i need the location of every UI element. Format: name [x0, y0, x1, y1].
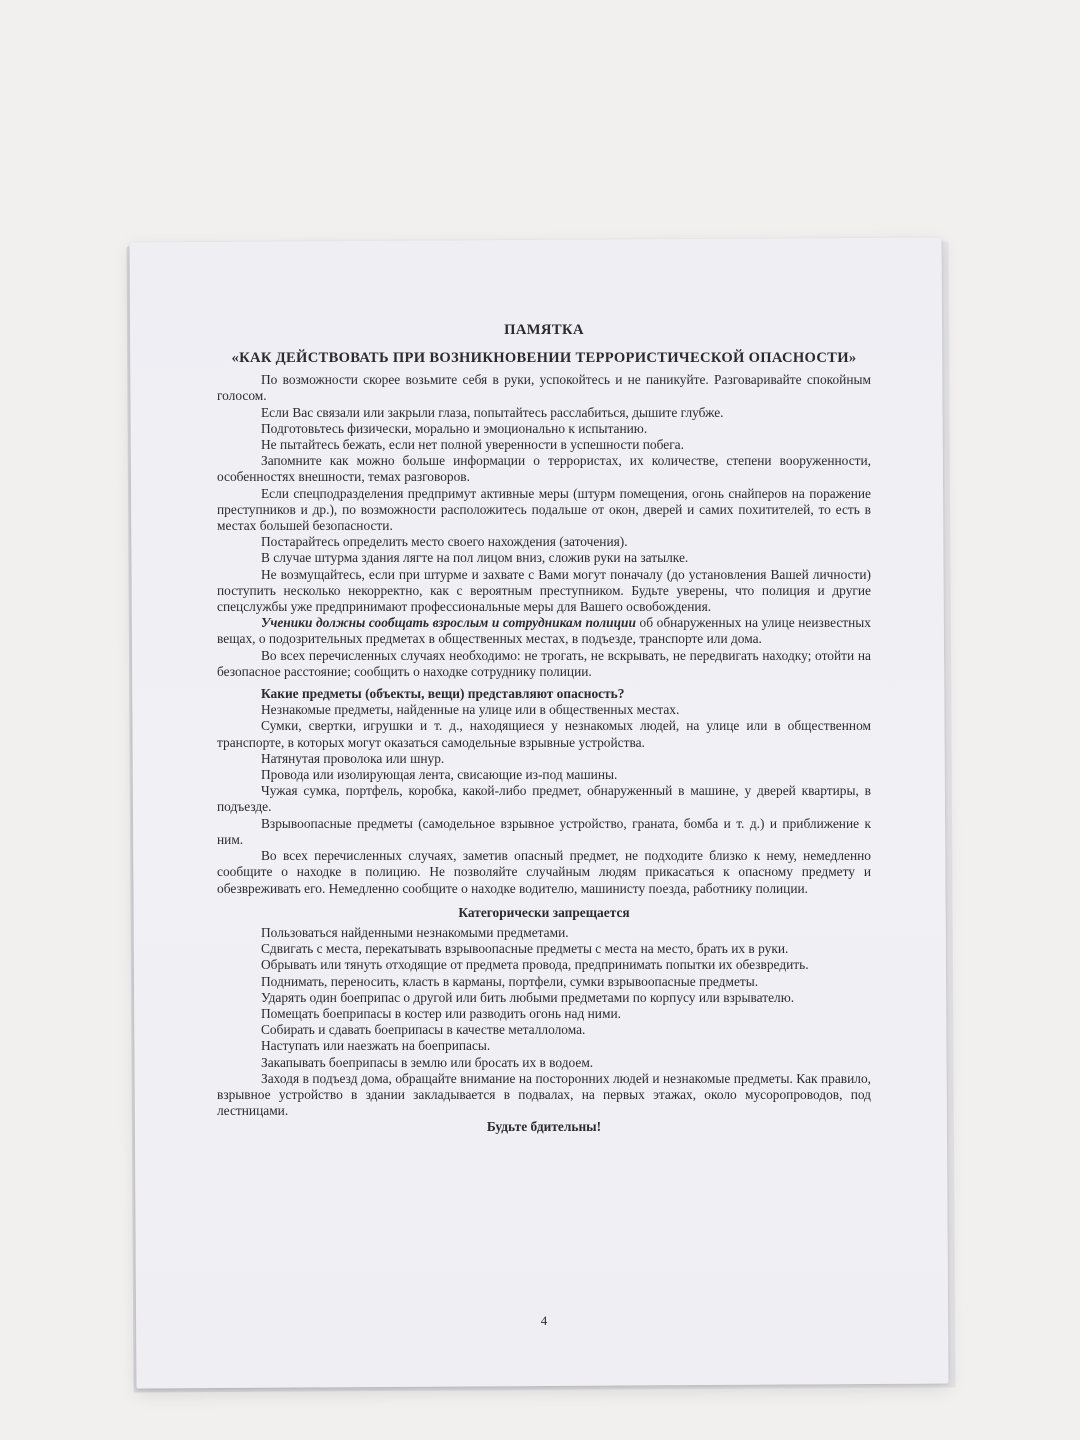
paragraph: По возможности скорее возьмите себя в руки, успокойтесь и не паникуйте. Разговаривайте спокойным голосом. — [217, 372, 871, 404]
paragraph: Постарайтесь определить место своего нахождения (заточения). — [261, 534, 628, 550]
paragraph: Сдвигать с места, перекатывать взрывоопасные предметы с места на место, брать их в руки. — [261, 941, 789, 957]
paragraph: Сумки, свертки, игрушки и т. д., находящиеся у незнакомых людей, на улице или в общественном транспорте, в которых могут оказаться самодельные взрывные устройства. — [217, 718, 871, 750]
paragraph: Не возмущайтесь, если при штурме и захвате с Вами могут поначалу (до установления Вашей личности) поступить несколько некорректно, как с вероятным преступником. Будьте уверены, что полиция и другие спецслужбы уже предпринимают профессиональные меры для Вашего освобождения. — [217, 566, 871, 615]
paragraph: Незнакомые предметы, найденные на улице или в общественных местах. — [261, 702, 680, 718]
paragraph: Ударять один боеприпас о другой или бить любыми предметами по корпусу или взрывателю. — [261, 989, 795, 1005]
section-strictly-forbidden — [217, 925, 871, 1119]
paragraph: Во всех перечисленных случаях, заметив опасный предмет, не подходите близко к нему, немедленно сообщите о находке в полицию. Не позволяйте случайным людям прикасаться к опасному предмету и обезвреживать его. Немедленно сообщите о находке водителю, машинисту поезда, работнику полиции. — [217, 848, 871, 896]
section-dangerous-objects — [217, 702, 871, 896]
paragraph: Заходя в подъезд дома, обращайте внимание на посторонних людей и незнакомые предметы. Как правило, взрывное устройство в здании закладывается в подвалах, на первых этажах, около мусоропроводов, под лестницами. — [217, 1070, 871, 1119]
paragraph: Закапывать боеприпасы в землю или бросать их в водоем. — [261, 1054, 594, 1070]
paragraph: Взрывоопасные предметы (самодельное взрывное устройство, граната, бомба и т. д.) и приближение к ним. — [217, 815, 871, 847]
paragraph: Чужая сумка, портфель, коробка, какой-либо предмет, обнаруженный в машине, у дверей квартиры, в подъезде. — [217, 783, 871, 815]
paragraph: Запомните как можно больше информации о террористах, их количестве, степени вооруженности, особенностях внешности, темах разговоров. — [217, 453, 871, 485]
paragraph: Подготовьтесь физически, морально и эмоционально к испытанию. — [261, 420, 648, 436]
students-emphasis: Ученики должны сообщать взрослым и сотрудникам полиции — [261, 615, 636, 631]
paragraph: Если Вас связали или закрыли глаза, попытайтесь расслабиться, дышите глубже. — [261, 404, 724, 420]
paragraph: В случае штурма здания лягте на пол лицом вниз, сложив руки на затылке. — [261, 550, 689, 566]
paragraph: Не пытайтесь бежать, если нет полной уверенности в успешности побега. — [261, 437, 684, 453]
paragraph: Провода или изолирующая лента, свисающие из-под машины. — [261, 767, 618, 783]
paragraph: Натянутая проволока или шнур. — [261, 750, 445, 766]
heading-dangerous-objects: Какие предметы (объекты, вещи) представляют опасность? — [261, 686, 625, 702]
students-paragraph — [217, 615, 871, 647]
paragraph: Наступать или наезжать на боеприпасы. — [261, 1038, 491, 1054]
heading-strictly-forbidden: Категорически запрещается — [458, 904, 630, 920]
page-number: 4 — [540, 1313, 548, 1328]
document-subtitle: «КАК ДЕЙСТВОВАТЬ ПРИ ВОЗНИКНОВЕНИИ ТЕРРОРИСТИЧЕСКОЙ ОПАСНОСТИ» — [231, 350, 857, 367]
paragraph: Помещать боеприпасы в костер или разводить огонь над ними. — [261, 1005, 621, 1021]
document-body — [217, 322, 871, 1136]
paragraph: Если спецподразделения предпримут активные меры (штурм помещения, огонь снайперов на поражение преступников и др.), по возможности расположитесь подальше от окон, дверей и самих похитителей, то есть в местах большей безопасности. — [217, 485, 871, 534]
paragraph: Собирать и сдавать боеприпасы в качестве металлолома. — [261, 1022, 586, 1038]
paragraph: Обрывать или тянуть отходящие от предмета провода, предпринимать попытки их обезвредить. — [261, 957, 809, 973]
document-title: ПАМЯТКА — [504, 322, 584, 338]
section-behaviour — [217, 372, 871, 680]
students-rest: об обнаруженных на улице неизвестных вещах, о подозрительных предметах в общественных местах, в подъезде, транспорте или дома. — [217, 615, 871, 647]
paragraph: Во всех перечисленных случаях необходимо: не трогать, не вскрывать, не передвигать находку; отойти на безопасное расстояние; сообщить о находке сотруднику полиции. — [217, 647, 871, 679]
paragraph: Пользоваться найденными незнакомыми предметами. — [261, 924, 569, 940]
paragraph: Поднимать, переносить, класть в карманы, портфели, сумки взрывоопасные предметы. — [261, 973, 759, 989]
closing-line: Будьте бдительны! — [486, 1119, 602, 1135]
